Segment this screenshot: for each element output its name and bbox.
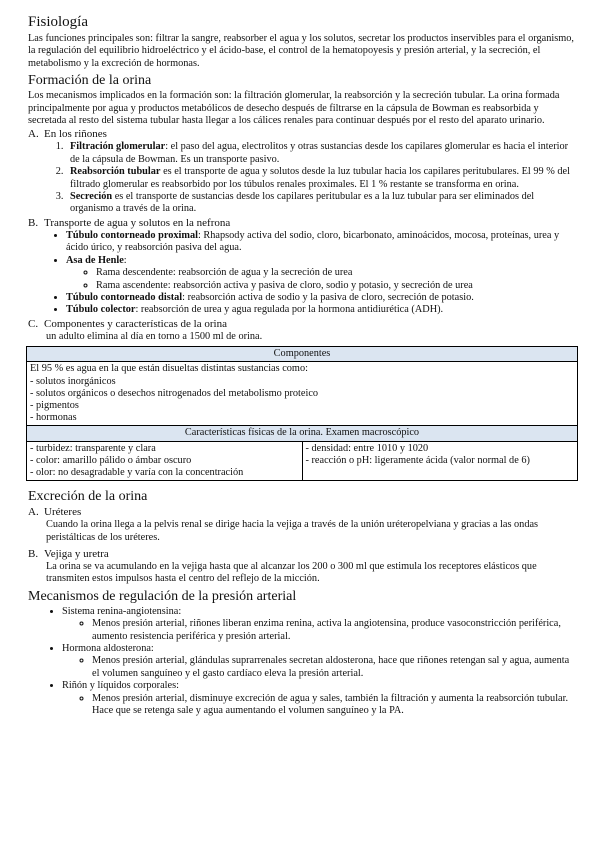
term: Túbulo contorneado proximal	[66, 229, 198, 241]
list-item	[62, 606, 576, 643]
table-line: - hormonas	[30, 412, 77, 424]
document-page	[28, 14, 576, 717]
heading-mecanismos: Mecanismos de regulación de la presión arterial	[28, 588, 297, 604]
paragraph-ureteres: Cuando la orina llega a la pelvis renal se dirige hacia la vejiga a través de la unión uréteropelviana y gracias a las ondas peristálticas de los uréteres.	[46, 519, 539, 543]
section-title: En los riñones	[44, 128, 107, 141]
list-item	[66, 230, 576, 255]
section-c-subtext: un adulto elimina al día en torno a 1500 ml de orina.	[46, 330, 263, 342]
table-line: - turbidez: transparente y clara	[30, 442, 156, 454]
section-c-heading	[28, 318, 576, 331]
characteristics-left-cell	[27, 441, 303, 481]
paragraph-vejiga: La orina se va acumulando en la vejiga hasta que al alcanzar los 200 o 300 ml que estimula los receptores elásticos que transmiten estos impulsos hasta el centro del reflejo de la micción.	[46, 560, 537, 585]
sub-list-item: ◦ Menos presión arterial, disminuye excreción de agua y sales, también la filtración y aumenta la reabsorción tubular. Hace que se retenga sale y agua aumentando el volumen sanguíneo y la PA.	[92, 693, 576, 718]
table-line: - solutos inorgánicos	[30, 375, 116, 387]
term: Túbulo contorneado distal	[66, 291, 183, 303]
term: Reabsorción tubular	[70, 166, 161, 178]
sub-list	[62, 693, 576, 718]
sub-list-item: ◦ Rama descendente: reabsorción de agua y la secreción de urea	[96, 267, 576, 279]
sub-list-item: ◦ Rama ascendente: reabsorción activa y pasiva de cloro, sodio y potasio, y secreción de urea	[96, 280, 576, 292]
sub-list	[62, 618, 576, 643]
table-line: - densidad: entre 1010 y 1020	[305, 442, 429, 454]
term: Asa de Henle	[66, 254, 124, 266]
table-line: - color: amarillo pálido o ámbar oscuro	[30, 454, 192, 466]
table-line: - pigmentos	[30, 399, 79, 411]
table-line: El 95 % es agua en la que están disueltas distintas sustancias como:	[30, 363, 308, 375]
heading-excrecion: Excreción de la orina	[28, 489, 148, 505]
definition: es el transporte de agua y solutos desde la luz tubular hacia los capilares peritubulares. El 99 % del filtrado glomerular es reabsorbido por los túbulos renales proximales. El 1 % restante se transforma en orina.	[70, 166, 570, 190]
numbered-list	[28, 141, 576, 215]
list-item	[66, 191, 576, 216]
section-b-heading	[28, 217, 576, 230]
definition: : reabsorción activa de sodio y la pasiva de cloro, secreción de potasio.	[182, 291, 474, 303]
section-letter: B.	[28, 216, 39, 229]
section-title: Uréteres	[44, 506, 82, 519]
section-title: Componentes y características de la orina	[44, 317, 227, 330]
list-item	[62, 643, 576, 680]
sub-list	[62, 655, 576, 680]
table-line: - olor: no desagradable y varía con la concentración	[30, 466, 244, 478]
section-a-heading	[28, 128, 576, 141]
table-header-components: Componentes	[27, 347, 578, 362]
mechanism-label: Riñón y líquidos corporales:	[62, 680, 179, 692]
definition: : reabsorción de urea y agua regulada por la hormona antidiurética (ADH).	[135, 304, 444, 316]
bullet-list	[28, 230, 576, 317]
term: Secreción	[70, 191, 113, 203]
excrecion-a-heading	[28, 506, 576, 519]
section-letter: A.	[28, 128, 39, 141]
table-header-characteristics: Características físicas de la orina. Examen macroscópico	[27, 426, 578, 441]
mechanism-label: Sistema renina-angiotensina:	[62, 605, 182, 617]
definition: es el transporte de sustancias desde los capilares peritubular es a la luz tubular para ser eliminados del organismo a través de la orina.	[70, 191, 535, 215]
paragraph-formacion: Los mecanismos implicados en la formación son: la filtración glomerular, la reabsorción y la secreción tubular. La orina formada principalmente por agua y productos metabólicos de desecho después de filtrarse en la cápsula de Bowman es reabsorbida y secretada al resto del sistema tubular hasta llegar a los cálices renales para continuar después por el resto del aparato urinario.	[28, 90, 560, 127]
section-title: Vejiga y uretra	[44, 547, 109, 560]
term: Túbulo colector	[66, 304, 136, 316]
heading-formacion: Formación de la orina	[28, 73, 152, 89]
sub-list	[66, 267, 576, 292]
list-item	[66, 292, 576, 304]
sub-list-item: ◦ Menos presión arterial, glándulas suprarrenales secretan aldosterona, hace que riñones retengan sal y agua, aumenta el volumen sanguíneo y el gasto cardíaco eleva la presión arterial.	[92, 655, 576, 680]
table-line: - solutos orgánicos o desechos nitrogenados del metabolismo proteico	[30, 387, 319, 399]
list-item	[66, 166, 576, 191]
list-item	[66, 255, 576, 292]
components-cell	[27, 362, 578, 426]
section-letter: C.	[28, 317, 39, 330]
list-item	[66, 141, 576, 166]
urine-table	[26, 346, 578, 481]
definition: : Rhapsody activa del sodio, cloro, bicarbonato, aminoácidos, mocosa, proteínas, urea y ácido úrico, y reabsorción pasiva del agua.	[66, 229, 560, 254]
list-item	[62, 680, 576, 717]
sub-list-item: ◦ Menos presión arterial, riñones liberan enzima renina, activa la angiotensina, produce vasoconstricción periférica, aumento resistencia periférica y presión arterial.	[92, 618, 576, 643]
definition: :	[123, 254, 127, 266]
section-letter: A.	[28, 506, 39, 519]
mechanism-label: Hormona aldosterona:	[62, 643, 154, 654]
definition: : el paso del agua, electrolitos y otras sustancias desde los capilares glomerular es hacia el interior de la cápsula de Bowman. Es un transporte pasivo.	[70, 141, 569, 165]
excrecion-b-heading	[28, 548, 576, 561]
mechanisms-list	[28, 606, 576, 718]
section-title: Transporte de agua y solutos en la nefrona	[44, 216, 231, 229]
paragraph-fisiologia: Las funciones principales son: filtrar la sangre, reabsorber el agua y los solutos, secretar los productos inservibles para el organismo, la regulación del equilibrio hidroeléctrico y el ácido-base, el control de la hematopoyesis y presión arterial, y la secreción, el metabolismo y la excreción de hormonas.	[28, 33, 574, 69]
term: Filtración glomerular	[70, 141, 166, 153]
section-letter: B.	[28, 547, 39, 560]
list-item	[66, 304, 576, 316]
heading-fisiologia: Fisiología	[28, 14, 89, 30]
characteristics-right-cell	[302, 441, 578, 481]
table-line: - reacción o pH: ligeramente ácida (valor normal de 6)	[305, 454, 530, 466]
